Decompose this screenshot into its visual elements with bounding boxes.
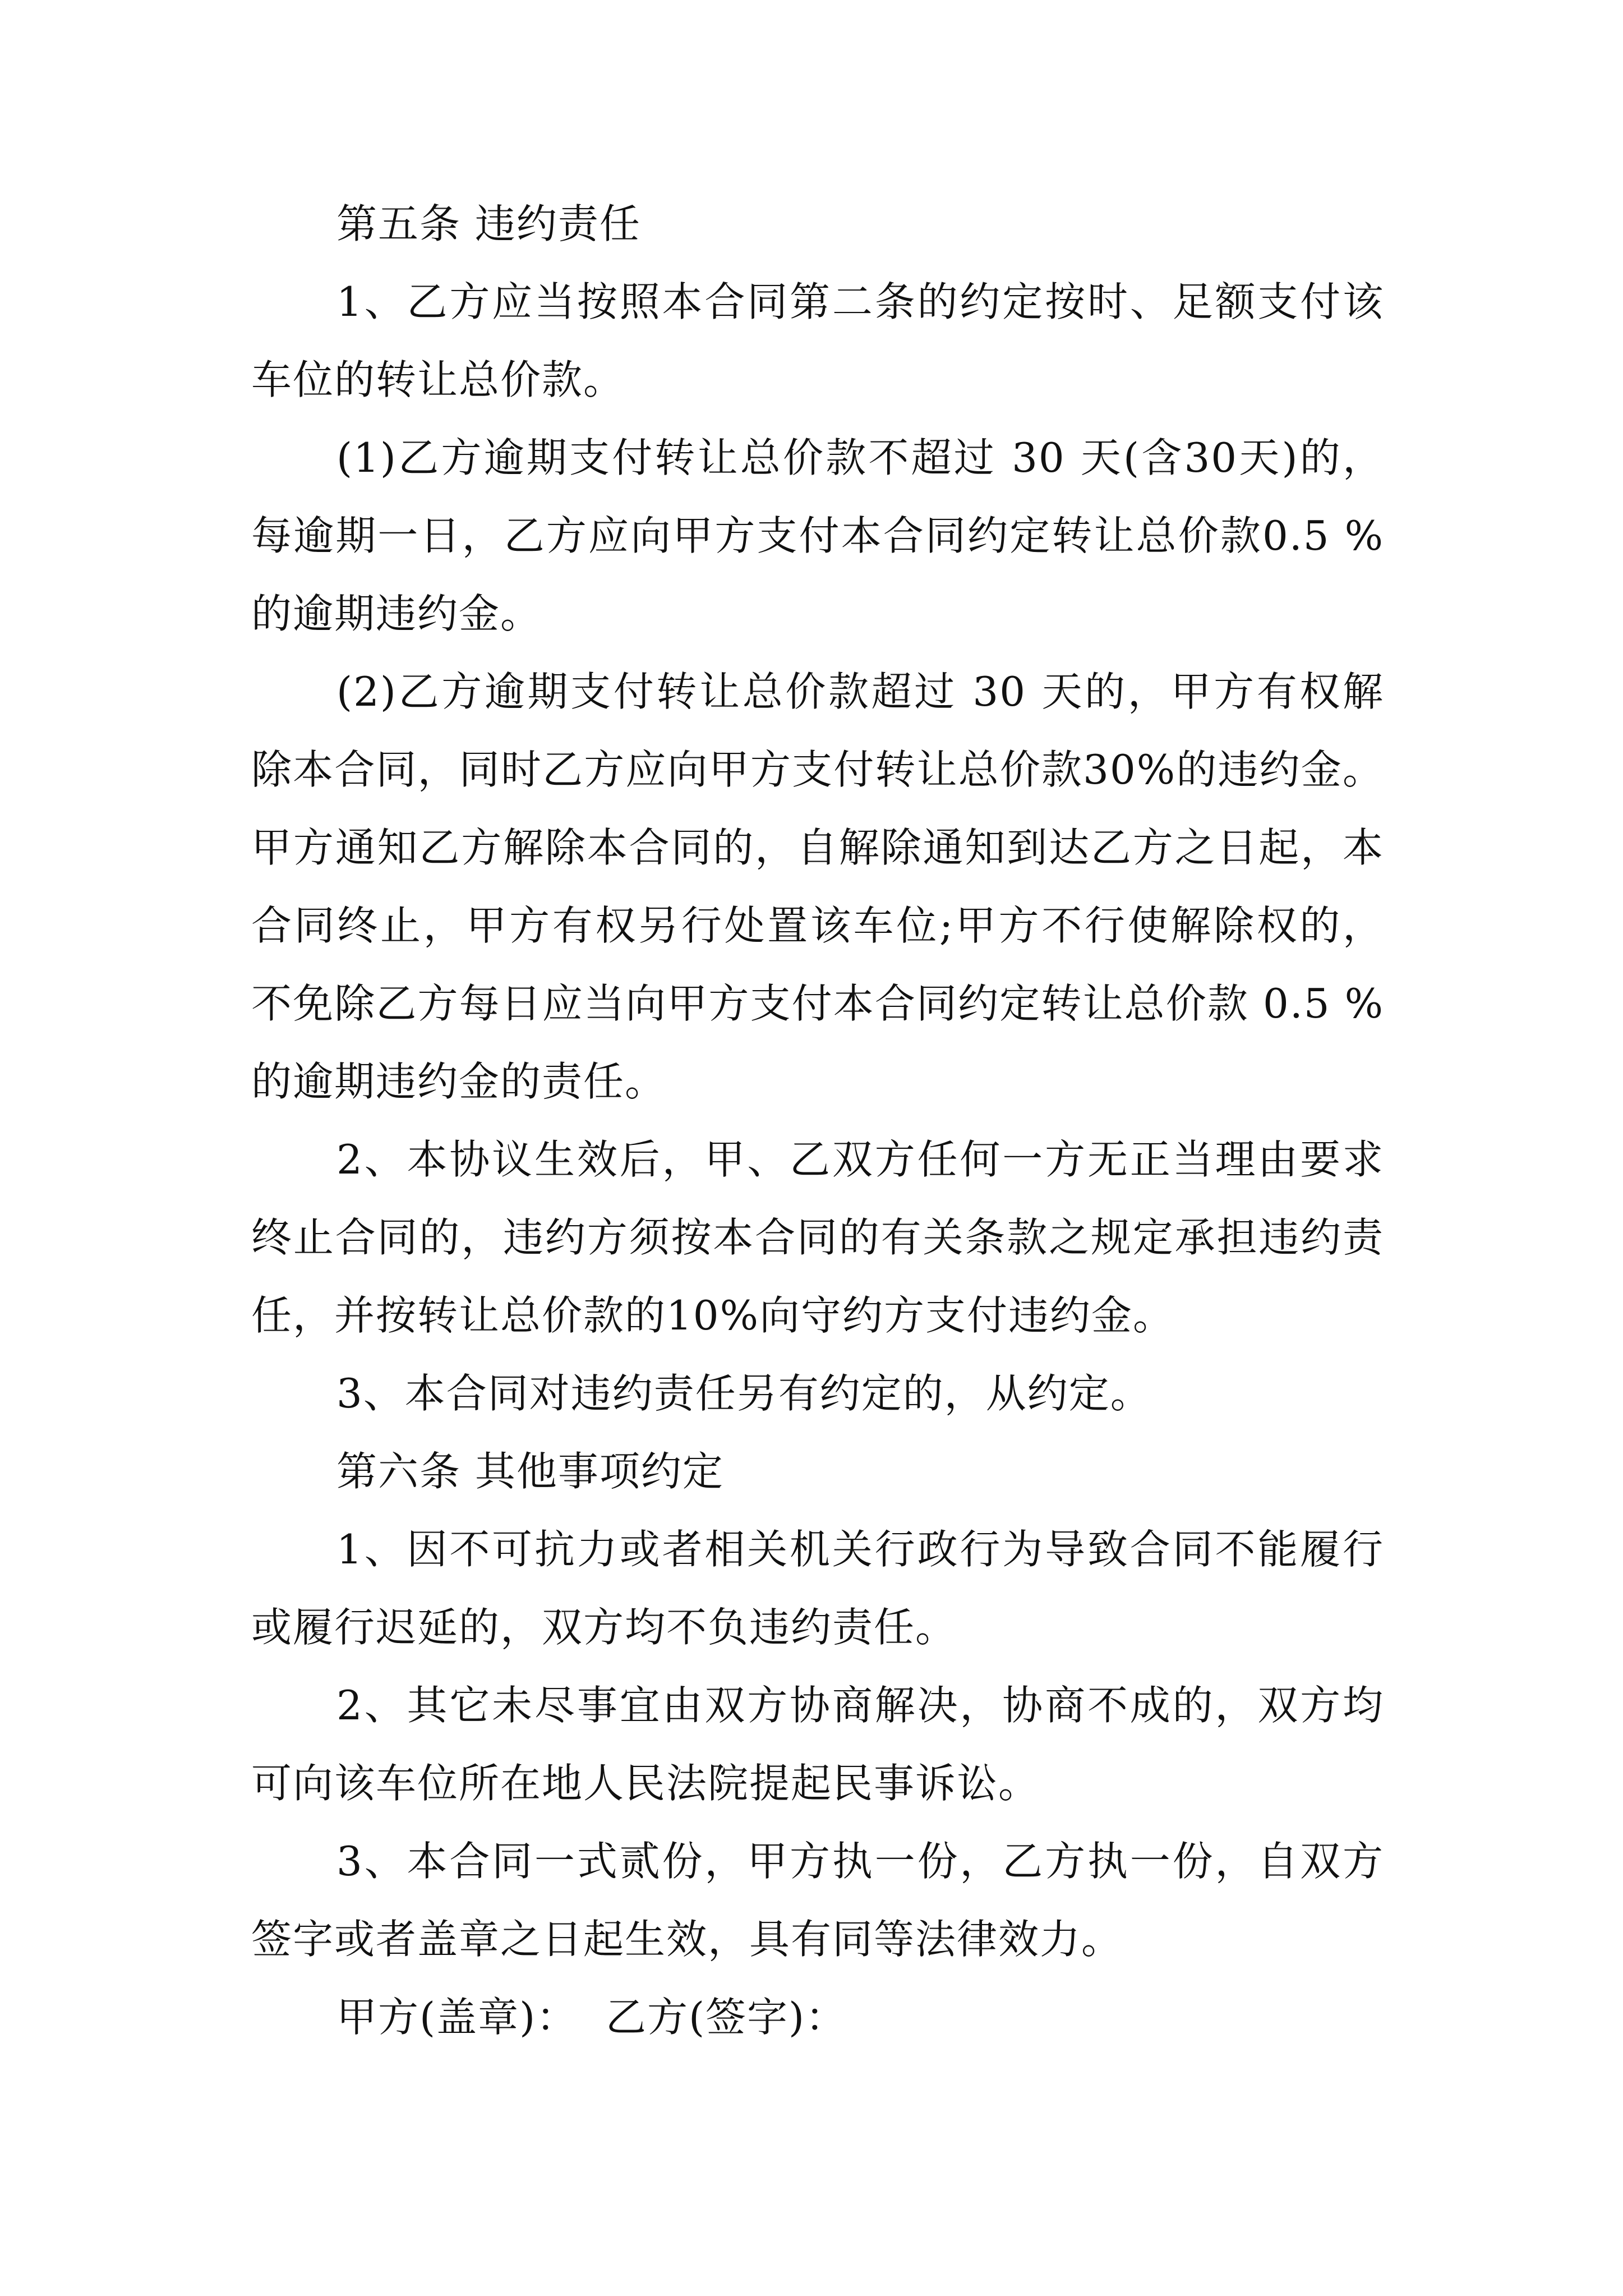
document-body bbox=[251, 185, 1384, 2056]
article-six-heading: 第六条 其他事项约定 bbox=[336, 1448, 724, 1495]
article-five-clause-2: 2、本协议生效后，甲、乙双方任何一方无正当理由要求终止合同的，违约方须按本合同的有关条款之规定承担违约责任，并按转让总价款的10%向守约方支付违约金。 bbox=[251, 1136, 1384, 1339]
signature-line: 甲方(盖章)： 乙方(签字)： bbox=[336, 1994, 847, 2041]
article-five-clause-3: 3、本合同对违约责任另有约定的，从约定。 bbox=[336, 1370, 1152, 1417]
article-five-clause-1: 1、乙方应当按照本合同第二条的约定按时、足额支付该车位的转让总价款。 bbox=[251, 278, 1384, 403]
article-five-heading: 第五条 违约责任 bbox=[336, 200, 641, 247]
article-five-clause-1-item-1: (1)乙方逾期支付转让总价款不超过 30 天(含30天)的，每逾期一日，乙方应向甲方支付本合同约定转让总价款0.5 %的逾期违约金。 bbox=[251, 434, 1384, 637]
article-six-clause-2: 2、其它未尽事宜由双方协商解决，协商不成的，双方均可向该车位所在地人民法院提起民事诉讼。 bbox=[251, 1682, 1384, 1807]
article-six-clause-3: 3、本合同一式贰份，甲方执一份，乙方执一份，自双方签字或者盖章之日起生效，具有同等法律效力。 bbox=[251, 1838, 1384, 1963]
article-six-clause-1: 1、因不可抗力或者相关机关行政行为导致合同不能履行或履行迟延的，双方均不负违约责任。 bbox=[251, 1526, 1384, 1651]
article-five-clause-1-item-2: (2)乙方逾期支付转让总价款超过 30 天的，甲方有权解除本合同，同时乙方应向甲方支付转让总价款30%的违约金。甲方通知乙方解除本合同的，自解除通知到达乙方之日起，本合同终止，甲方有权另行处置该车位;甲方不行使解除权的，不免除乙方每日应当向甲方支付本合同约定转让总价款 0.5 %的逾期违约金的责任。 bbox=[251, 668, 1384, 1105]
